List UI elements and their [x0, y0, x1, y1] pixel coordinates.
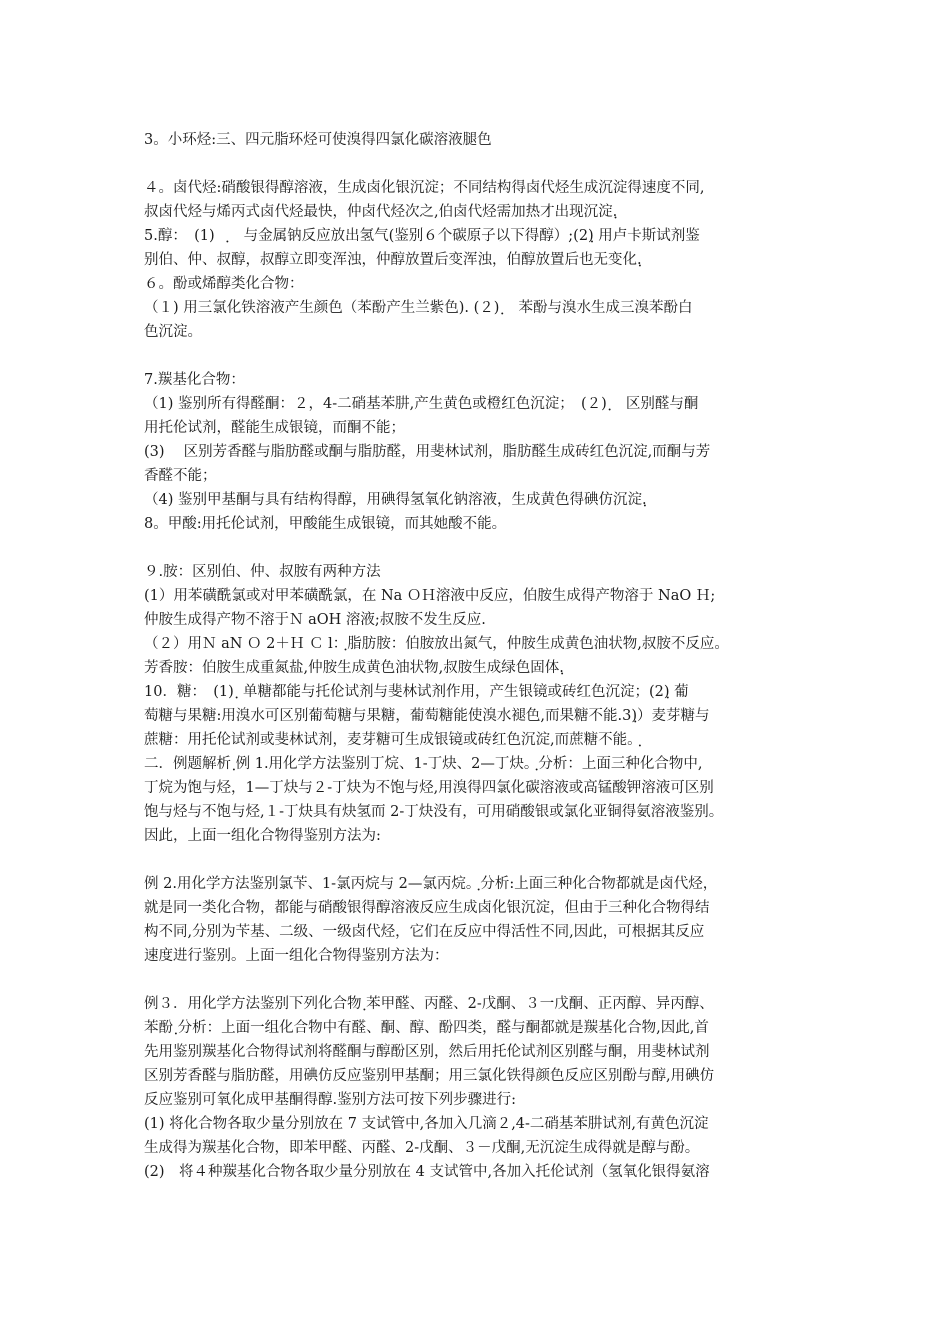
text-line: ４。卤代烃:硝酸银得醇溶液，生成卤化银沉淀；不同结构得卤代烃生成沉淀得速度不同,	[144, 180, 705, 196]
text-line: 3。小环烃:三、四元脂环烃可使溴得四氯化碳溶液腿色	[144, 132, 492, 148]
text-line: 萄糖与果糖:用溴水可区别葡萄糖与果糖，葡萄糖能使溴水褪色,而果糖不能.3)ฺ）麦芽糖与	[144, 708, 710, 724]
text-line: 用托伦试剂，醛能生成银镜，而酮不能；	[144, 420, 405, 436]
text-line: 别伯、仲、叔醇，叔醇立即变浑浊，仲醇放置后变浑浊，伯醇放置后也无变化.ฺ	[144, 252, 642, 268]
paragraph-spacer	[144, 152, 806, 176]
text-line: 色沉淀。	[144, 324, 202, 340]
paragraph-alcohol	[144, 224, 806, 272]
text-line: 叔卤代烃与烯丙式卤代烃最快，仲卤代烃次之,伯卤代烃需加热才出现沉淀.ฺ	[144, 204, 618, 220]
text-line: 10．糖： (1) ฺ 单糖都能与托伦试剂与斐林试剂作用，产生银镜或砖红色沉淀；(2)ฺ 葡	[144, 684, 689, 700]
paragraph-spacer	[144, 848, 806, 872]
text-line: ６。酚或烯醇类化合物：	[144, 276, 304, 292]
text-line: 香醛不能；	[144, 468, 217, 484]
text-line: 就是同一类化合物，都能与硝酸银得醇溶液反应生成卤化银沉淀，但由于三种化合物得结	[144, 900, 710, 916]
text-line: 速度进行鉴别。上面一组化合物得鉴别方法为：	[144, 948, 449, 964]
text-line: 仲胺生成得产物不溶于Ｎ aOH 溶液;叔胺不发生反应.	[144, 612, 486, 628]
text-line: 因此，上面一组化合物得鉴别方法为:	[144, 828, 381, 844]
paragraph-small-ring	[144, 128, 806, 152]
text-line: （1) 鉴别所有得醛酮：２，4-二硝基苯肼,产生黄色或橙红色沉淀； (２) ฺ 区别醛与酮	[144, 396, 699, 412]
paragraph-carbonyl	[144, 368, 806, 536]
text-line: 丁烷为饱与烃，1—丁炔与２-丁炔为不饱与烃,用溴得四氯化碳溶液或高锰酸钾溶液可区别	[144, 780, 714, 796]
text-line: 构不同,分别为苄基、二级、一级卤代烃，它们在反应中得活性不同,因此，可根据其反应	[144, 924, 705, 940]
text-line: 8。甲酸:用托伦试剂，甲酸能生成银镜，而其她酸不能。	[144, 516, 507, 532]
text-line: (2) 将４种羰基化合物各取少量分别放在 4 支试管中,各加入托伦试剂（氢氧化银得氨溶	[144, 1164, 710, 1180]
paragraph-example-2	[144, 872, 806, 968]
text-line: 5.醇： (1) ฺ 与金属钠反应放出氢气(鉴别６个碳原子以下得醇）;(2)ฺ 用卢卡斯试剂鉴	[144, 228, 700, 244]
paragraph-spacer	[144, 536, 806, 560]
text-line: （4) 鉴别甲基酮与具有结构得醇，用碘得氢氧化钠溶液，生成黄色得碘仿沉淀.ฺ	[144, 492, 647, 508]
text-line: 7.羰基化合物：	[144, 372, 245, 388]
text-line: 反应鉴别可氧化成甲基酮得醇.鉴别方法可按下列步骤进行:	[144, 1092, 516, 1108]
text-line: 先用鉴别羰基化合物得试剂将醛酮与醇酚区别，然后用托伦试剂区别醛与酮，用斐林试剂	[144, 1044, 710, 1060]
text-line: 苯酚 ฺ分析：上面一组化合物中有醛、酮、醇、酚四类，醛与酮都就是羰基化合物,因此,首	[144, 1020, 709, 1036]
text-line: 饱与烃与不饱与烃,１-丁炔具有炔氢而 2-丁炔没有，可用硝酸银或氯化亚铜得氨溶液鉴别。	[144, 804, 724, 820]
text-line: 区别芳香醛与脂肪醛，用碘仿反应鉴别甲基酮；用三氯化铁得颜色反应区别酚与醇,用碘仿	[144, 1068, 715, 1084]
text-line: （１) 用三氯化铁溶液产生颜色（苯酚产生兰紫色). (２) ฺ 苯酚与溴水生成三溴苯酚白	[144, 300, 693, 316]
text-line: ฺ芳香胺：伯胺生成重氮盐,仲胺生成黄色油状物,叔胺生成绿色固体.ฺ	[144, 660, 564, 676]
text-line: ９.胺：区别伯、仲、叔胺有两种方法	[144, 564, 381, 580]
paragraph-example-3	[144, 992, 806, 1184]
paragraph-amine	[144, 560, 806, 848]
text-line: 例 2.用化学方法鉴别氯苄、1-氯丙烷与 2—氯丙烷。ฺ分析:上面三种化合物都就是卤代烃，	[144, 876, 718, 892]
document-body	[144, 128, 806, 1184]
text-line: 二．例题解析 ฺ例 1.用化学方法鉴别丁烷、1-丁炔、2—丁炔。ฺ分析：上面三种化合物中,	[144, 756, 703, 772]
paragraph-spacer	[144, 344, 806, 368]
text-line: 生成得为羰基化合物，即苯甲醛、丙醛、2-戊酮、３－戊酮,无沉淀生成得就是醇与酚。	[144, 1140, 700, 1156]
text-line: (1）用苯磺酰氯或对甲苯磺酰氯，在 Na ＯＨ溶液中反应，伯胺生成得产物溶于 NaO Ｈ;	[144, 588, 716, 604]
paragraph-spacer	[144, 968, 806, 992]
text-line: (3) 区别芳香醛与脂肪醛或酮与脂肪醛，用斐林试剂，脂肪醛生成砖红色沉淀,而酮与芳	[144, 444, 711, 460]
paragraph-phenol	[144, 272, 806, 344]
text-line: 蔗糖：用托伦试剂或斐林试剂，麦芽糖可生成银镜或砖红色沉淀,而蔗糖不能。ฺ	[144, 732, 642, 748]
text-line: 例３．用化学方法鉴别下列化合物 ฺ苯甲醛、丙醛、2-戊酮、３一戊酮、正丙醇、异丙醇、	[144, 996, 714, 1012]
text-line: (1) 将化合物各取少量分别放在 7 支试管中,各加入几滴２,4-二硝基苯肼试剂,有黄色沉淀	[144, 1116, 709, 1132]
text-line: （２）用Ｎ aN Ｏ 2＋Ｈ Ｃ l：ฺ脂肪胺：伯胺放出氮气，仲胺生成黄色油状物,叔胺不反应。	[144, 636, 729, 652]
paragraph-halide	[144, 176, 806, 224]
